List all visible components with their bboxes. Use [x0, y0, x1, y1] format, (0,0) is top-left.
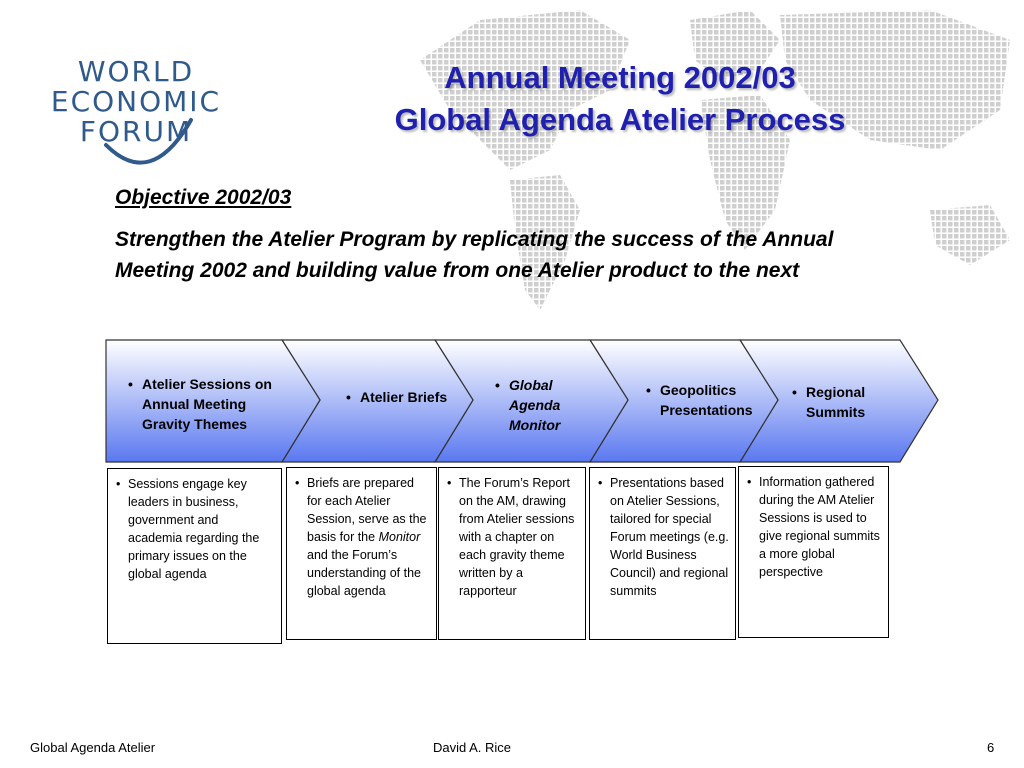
bullet: • — [646, 382, 651, 398]
description-text: Presentations based on Atelier Sessions, tailored for special Forum meetings (e.g. World Business Council) and regional summits — [610, 476, 729, 598]
bullet: • — [495, 377, 500, 393]
bullet: • — [295, 476, 300, 490]
description-text-part: Briefs are prepared for each Atelier Session, serve as the basis for the — [307, 476, 427, 544]
process-step-3-label — [495, 375, 575, 435]
footer-left: Global Agenda Atelier — [30, 740, 156, 755]
process-step-text: Global Agenda Monitor — [509, 377, 561, 433]
process-step-text: Atelier Briefs — [360, 389, 448, 405]
page-number: 6 — [987, 740, 995, 755]
bullet: • — [598, 476, 603, 490]
description-text-part: and the Forum’s understanding of the global agenda — [307, 548, 421, 598]
map-australia — [930, 205, 1010, 265]
slide-title-line-2: Global Agenda Atelier Process — [394, 102, 846, 137]
description-text-italic: Monitor — [378, 530, 421, 544]
description-box-5 — [738, 466, 889, 638]
process-step-1-label — [128, 374, 288, 434]
description-box-4 — [589, 467, 736, 640]
logo-line-3: FORUM — [79, 115, 193, 148]
bullet: • — [116, 477, 121, 491]
description-box-3 — [438, 467, 586, 640]
process-step-5-label — [792, 382, 887, 422]
slide-title-line-1: Annual Meeting 2002/03 — [444, 60, 796, 95]
process-step-4-label — [646, 380, 771, 420]
objective-heading: Objective 2002/03 — [115, 186, 292, 209]
description-box-2 — [286, 467, 437, 640]
bullet: • — [792, 384, 797, 400]
description-text: The Forum’s Report on the AM, drawing from Atelier sessions with a chapter on each gravity theme written by a rapporteur — [459, 476, 575, 598]
bullet: • — [128, 376, 133, 392]
description-box-1 — [107, 468, 282, 644]
logo-line-2: ECONOMIC — [50, 85, 222, 118]
footer-author: David A. Rice — [433, 740, 512, 755]
process-step-2-label — [346, 387, 471, 407]
logo-swoosh-icon — [96, 115, 196, 175]
process-step-text: Atelier Sessions on Annual Meeting Gravity Themes — [142, 376, 272, 432]
description-text: Sessions engage key leaders in business, government and academia regarding the primary issues on the global agenda — [128, 477, 260, 581]
process-step-text: Regional Summits — [806, 384, 866, 420]
logo-line-1: WORLD — [77, 55, 195, 88]
world-economic-forum-logo — [36, 55, 236, 175]
bullet: • — [346, 389, 351, 405]
objective-text: Strengthen the Atelier Program by replicating the success of the Annual Meeting 2002 and building value from one Atelier product to the next — [115, 228, 834, 282]
description-text — [307, 474, 430, 600]
bullet: • — [447, 476, 452, 490]
process-step-text: Geopolitics Presentations — [660, 382, 753, 418]
bullet: • — [747, 475, 752, 489]
description-text: Information gathered during the AM Atelier Sessions is used to give regional summits a more global perspective — [759, 475, 880, 579]
